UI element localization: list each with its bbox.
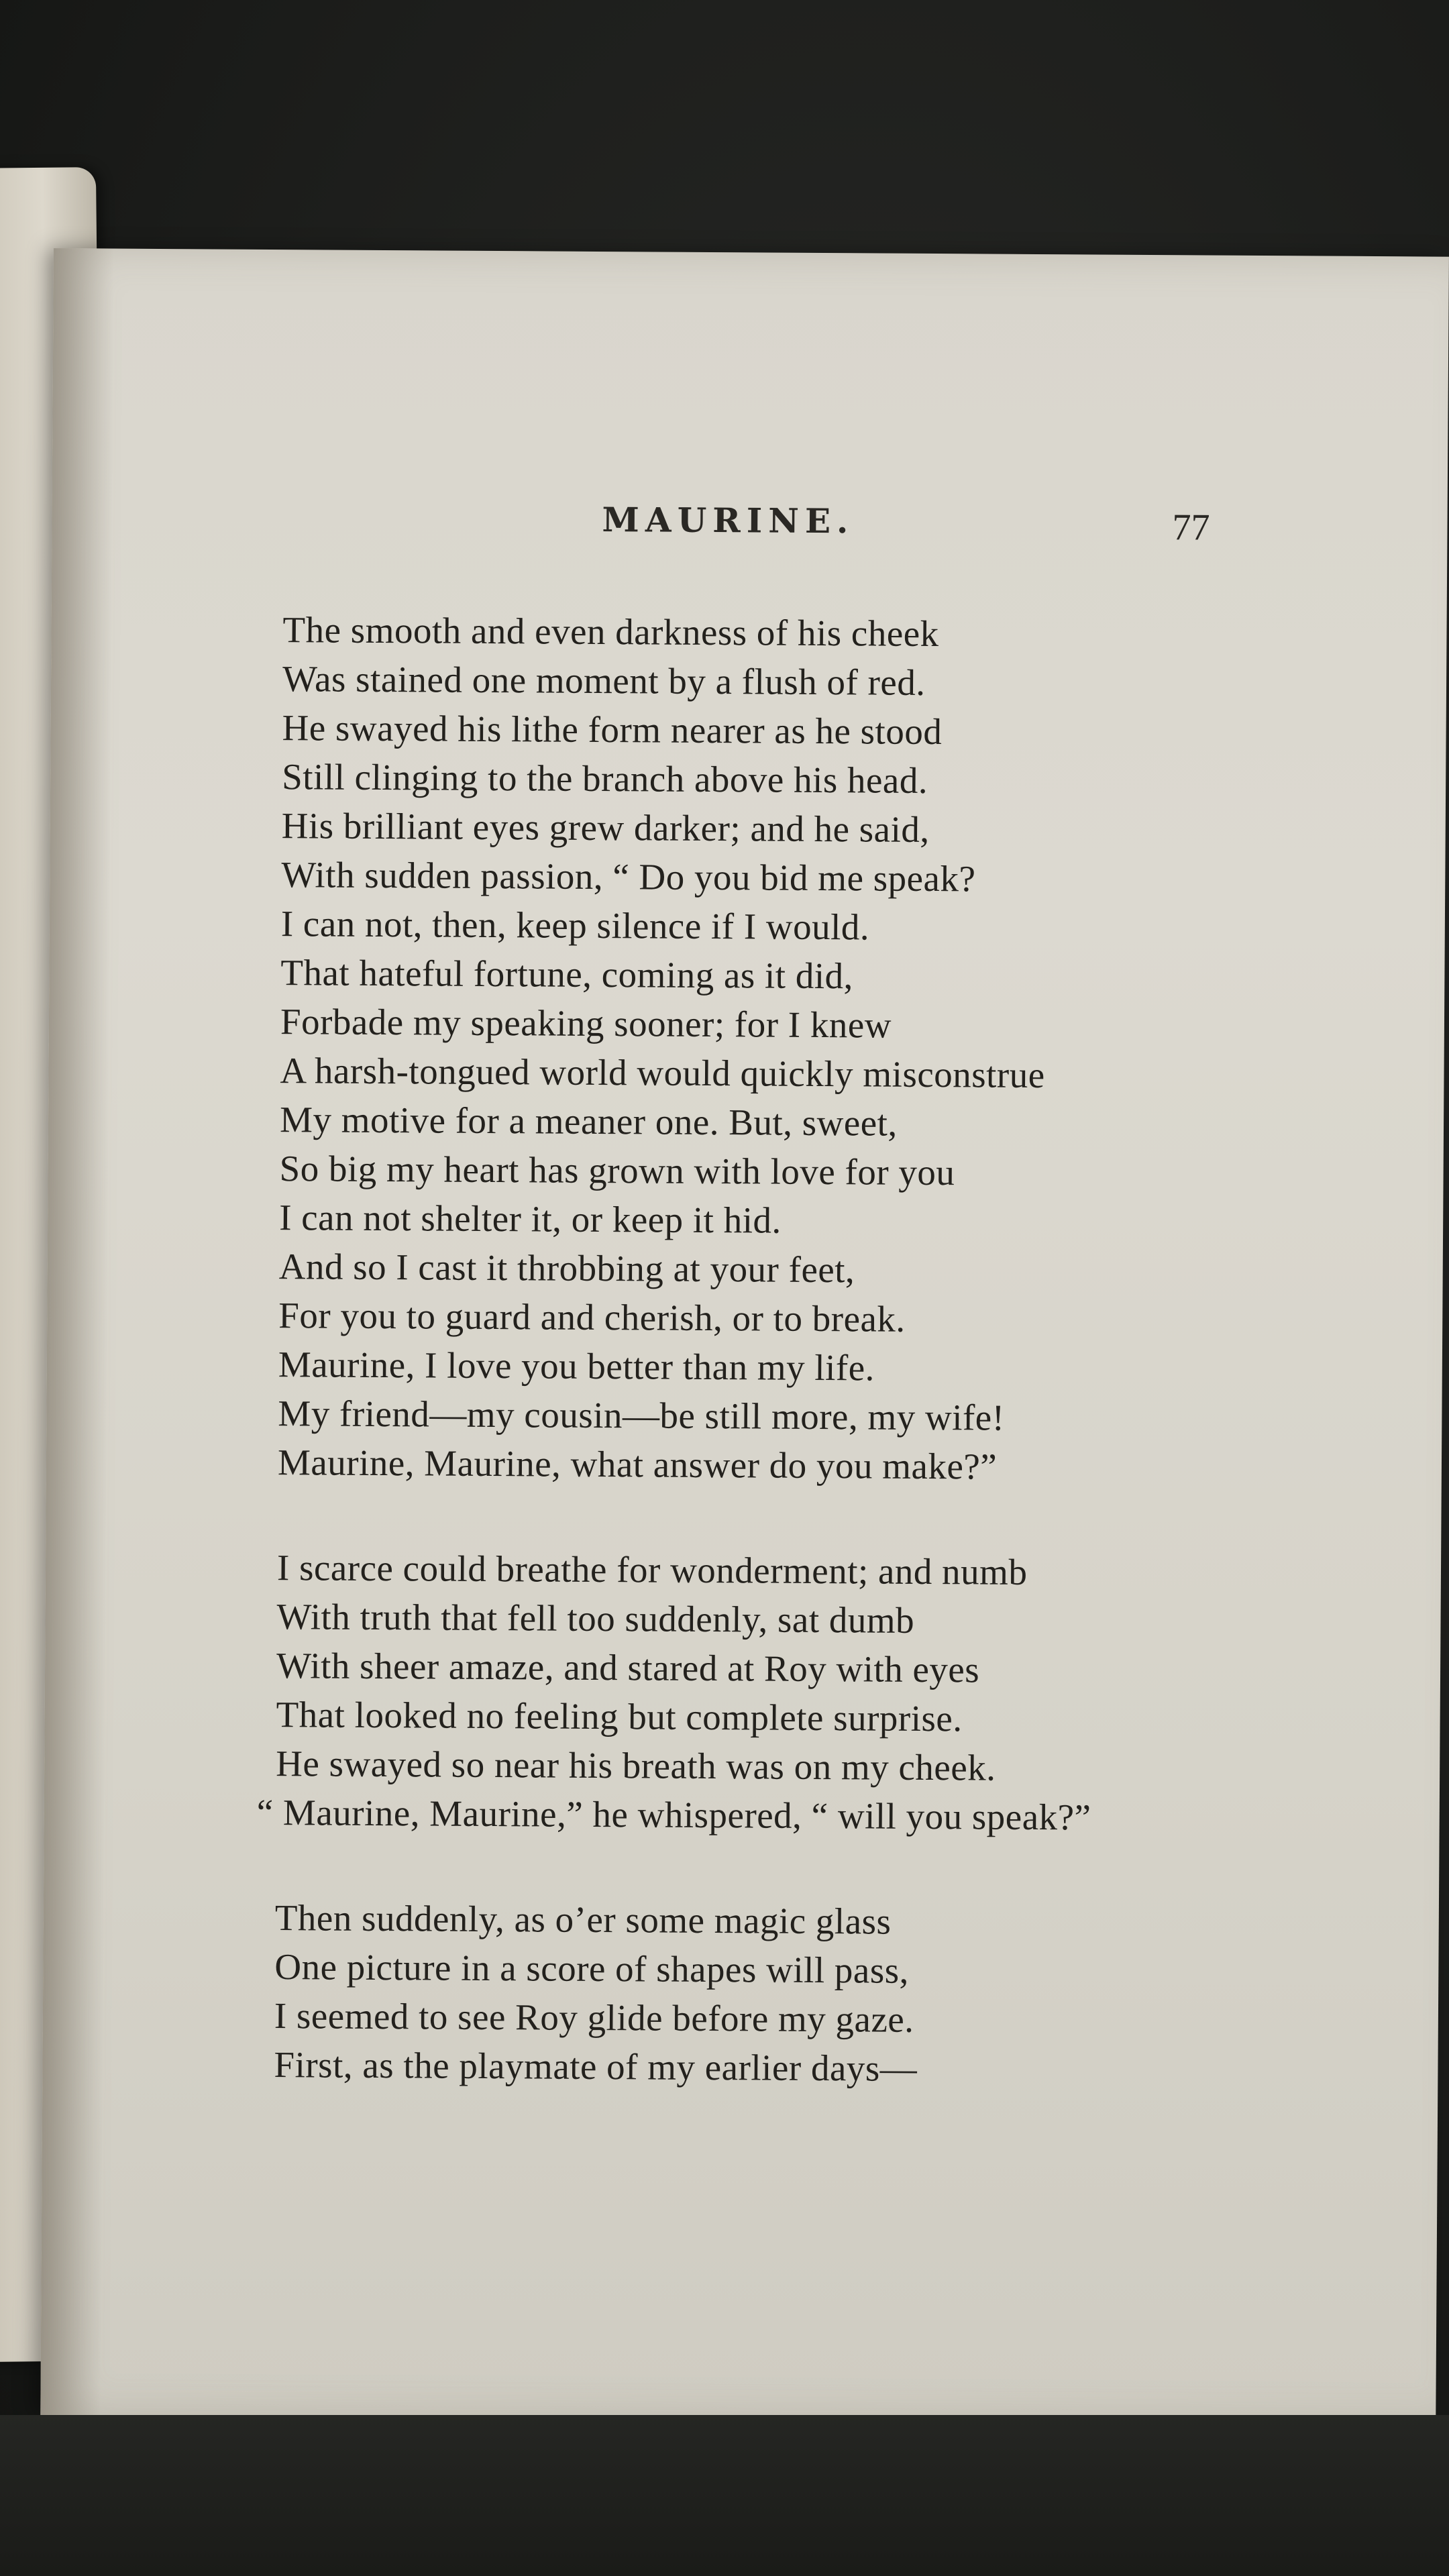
stanza-1 [278,605,1424,1493]
poem-line: With sheer amaze, and stared at Roy with eyes [276,1645,980,1690]
book-page [40,248,1449,2424]
stanza-2 [256,1543,1418,1843]
running-head [52,496,1447,559]
poem-line: One picture in a score of shapes will pass, [274,1946,910,1991]
book-cover-bottom [0,2415,1449,2576]
poem-line: Was stained one moment by a flush of red. [282,658,926,703]
poem-line: Maurine, I love you better than my life. [278,1344,875,1389]
poem-line: That hateful fortune, coming as it did, [280,952,854,997]
poem-line: First, as the playmate of my earlier days— [274,2044,918,2089]
poem-line: That looked no feeling but complete surprise. [276,1694,963,1739]
poem-line: I seemed to see Roy glide before my gaze. [274,1995,914,2040]
poem-line: “ Maurine, Maurine,” he whispered, “ will you speak?” [256,1791,1091,1838]
gutter-shadow [40,248,114,2415]
poem-line: My motive for a meaner one. But, sweet, [279,1099,898,1144]
poem-line: So big my heart has grown with love for you [279,1148,955,1193]
poem-line: For you to guard and cherish, or to break. [278,1295,906,1340]
poem-line: I can not shelter it, or keep it hid. [278,1197,782,1241]
page-number: 77 [1172,506,1210,549]
poem-line: His brilliant eyes grew darker; and he said, [281,805,930,850]
poem-line: I can not, then, keep silence if I would. [280,903,870,948]
poem-line: The smooth and even darkness of his cheek [282,609,939,655]
poem-line: Still clinging to the branch above his head. [282,756,928,801]
poem-line: Maurine, Maurine, what answer do you make?” [277,1442,998,1487]
poem-line: My friend—my cousin—be still more, my wife! [278,1393,1005,1438]
poem-line: I scarce could breathe for wonderment; and numb [276,1547,1028,1593]
poem-line: Forbade my speaking sooner; for I knew [280,1001,892,1046]
poem-line: He swayed so near his breath was on my cheek. [276,1743,996,1788]
poem-line: And so I cast it throbbing at your feet, [278,1246,855,1291]
poem-line: With sudden passion, “ Do you bid me speak? [281,854,976,900]
running-title: MAURINE. [602,500,855,541]
poem-line: With truth that fell too suddenly, sat dumb [276,1596,915,1641]
poem-line: A harsh-tongued world would quickly misconstrue [280,1050,1045,1096]
poem-line: He swayed his lithe form nearer as he stood [282,707,943,753]
stanza-3 [274,1893,1415,2096]
poem-line: Then suddenly, as o’er some magic glass [274,1897,892,1942]
poem-body [256,605,1424,2152]
